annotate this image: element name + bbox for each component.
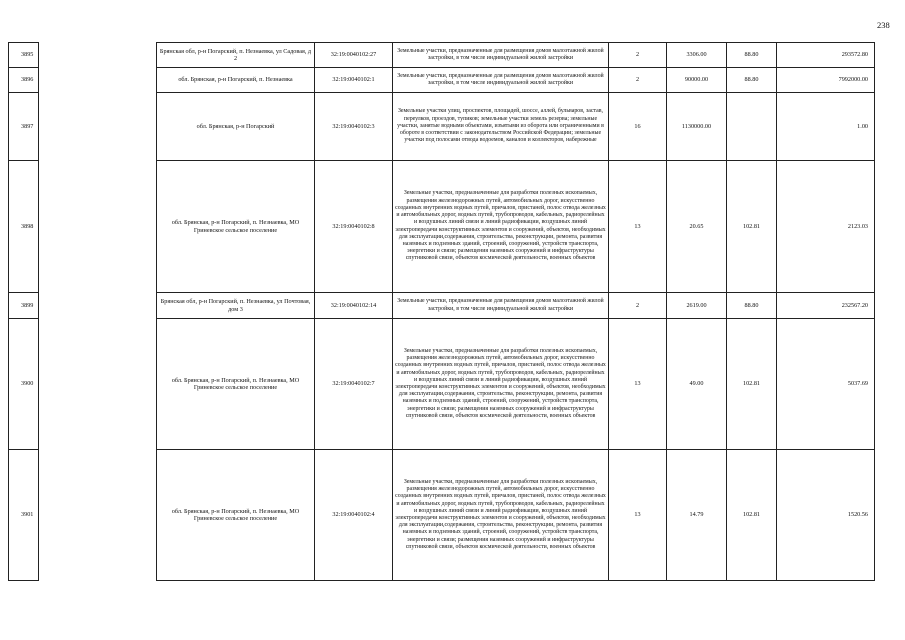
- address-cell: Брянская обл, р-н Погарский, п. Незнаевка, ул Садовая, д 2: [157, 43, 315, 68]
- cadastral-number-cell: 32:19:0040102:1: [315, 68, 393, 93]
- value-cell: 7992000.00: [777, 68, 875, 93]
- rate-cell: 102.81: [727, 161, 777, 293]
- group-cell: 13: [609, 319, 667, 450]
- page-number: 238: [877, 20, 890, 30]
- spacer-cell: [39, 93, 157, 161]
- land-use-cell: Земельные участки, предназначенные для размещения домов малоэтажной жилой застройки, в том числе индивидуальной жилой застройки: [393, 293, 609, 319]
- table-row: [9, 93, 875, 161]
- address-cell: Брянская обл, р-н Погарский, п. Незнаевка, ул Почтовая, дом 3: [157, 293, 315, 319]
- spacer-cell: [39, 293, 157, 319]
- table-row: [9, 68, 875, 93]
- cadastral-number-cell: 32:19:0040102:3: [315, 93, 393, 161]
- land-registry-table: [8, 42, 875, 581]
- area-cell: 14.79: [667, 450, 727, 581]
- spacer-cell: [39, 450, 157, 581]
- spacer-cell: [39, 161, 157, 293]
- rate-cell: 88.80: [727, 293, 777, 319]
- row-number: 3898: [9, 161, 39, 293]
- value-cell: 293572.80: [777, 43, 875, 68]
- spacer-cell: [39, 68, 157, 93]
- land-use-cell: Земельные участки, предназначенные для размещения домов малоэтажной жилой застройки, в том числе индивидуальной жилой застройки: [393, 68, 609, 93]
- land-use-cell: Земельные участки, предназначенные для разработки полезных ископаемых, размещения железнодорожных путей, автомобильных дорог, искусственно созданных внутренних водных путей, причалов, пристаней, полос отвода железных и автомобильных дорог, водных путей, трубопроводов, кабельных, радиорелейных и воздушных линий связи и линий радиофикации, воздушных линий электропередачи конструктивных элементов и сооружений, объектов, необходимых для эксплуатации,содержания, строительства, реконструкции, ремонта, развития наземных и подземных зданий, строений, сооружений, устройств транспорта, энергетики и связи; размещения наземных сооружений и инфраструктуры спутниковой связи, объектов космической деятельности, военных объектов: [393, 319, 609, 450]
- land-use-cell: Земельные участки, предназначенные для разработки полезных ископаемых, размещения железнодорожных путей, автомобильных дорог, искусственно созданных внутренних водных путей, причалов, пристаней, полос отвода железных и автомобильных дорог, водных путей, трубопроводов, кабельных, радиорелейных и воздушных линий связи и линий радиофикации, воздушных линий электропередачи конструктивных элементов и сооружений, объектов, необходимых для эксплуатации,содержания, строительства, реконструкции, ремонта, развития наземных и подземных зданий, строений, сооружений, устройств транспорта, энергетики и связи; размещения наземных сооружений и инфраструктуры спутниковой связи, объектов космической деятельности, военных объектов: [393, 161, 609, 293]
- group-cell: 2: [609, 293, 667, 319]
- address-cell: обл. Брянская, р-н Погарский, п. Незнаевка, МО Гриневское сельское поселение: [157, 319, 315, 450]
- area-cell: 1130000.00: [667, 93, 727, 161]
- area-cell: 90000.00: [667, 68, 727, 93]
- spacer-cell: [39, 319, 157, 450]
- group-cell: 13: [609, 161, 667, 293]
- area-cell: 20.65: [667, 161, 727, 293]
- row-number: 3895: [9, 43, 39, 68]
- address-cell: обл. Брянская, р-н Погарский, п. Незнаевка, МО Гриневское сельское поселение: [157, 161, 315, 293]
- group-cell: 2: [609, 68, 667, 93]
- address-cell: обл. Брянская, р-н Погарский: [157, 93, 315, 161]
- rate-cell: 88.80: [727, 68, 777, 93]
- rate-cell: [727, 93, 777, 161]
- rate-cell: 88.80: [727, 43, 777, 68]
- cadastral-number-cell: 32:19:0040102:14: [315, 293, 393, 319]
- row-number: 3900: [9, 319, 39, 450]
- area-cell: 2619.00: [667, 293, 727, 319]
- rate-cell: 102.81: [727, 319, 777, 450]
- group-cell: 2: [609, 43, 667, 68]
- rate-cell: 102.81: [727, 450, 777, 581]
- land-use-cell: Земельные участки, предназначенные для размещения домов малоэтажной жилой застройки, в том числе индивидуальной жилой застройки: [393, 43, 609, 68]
- row-number: 3896: [9, 68, 39, 93]
- table-row: [9, 450, 875, 581]
- table-row: [9, 319, 875, 450]
- value-cell: 232567.20: [777, 293, 875, 319]
- value-cell: 5037.69: [777, 319, 875, 450]
- value-cell: 1520.56: [777, 450, 875, 581]
- row-number: 3899: [9, 293, 39, 319]
- table-row: [9, 161, 875, 293]
- spacer-cell: [39, 43, 157, 68]
- value-cell: 1.00: [777, 93, 875, 161]
- group-cell: 16: [609, 93, 667, 161]
- table-row: [9, 293, 875, 319]
- land-use-cell: Земельные участки улиц, проспектов, площадей, шоссе, аллей, бульваров, застав, переулков, проездов, тупиков; земельные участки земель резерва; земельные участки, занятые водными объектами, изъятыми из оборота или ограниченными в обороте в соответствии с законодательством Российской Федерации; земельные участки под полосами отвода водоемов, каналов и коллекторов, набережные: [393, 93, 609, 161]
- address-cell: обл. Брянская, р-н Погарский, п. Незнаевка: [157, 68, 315, 93]
- cadastral-number-cell: 32:19:0040102:8: [315, 161, 393, 293]
- group-cell: 13: [609, 450, 667, 581]
- area-cell: 3306.00: [667, 43, 727, 68]
- address-cell: обл. Брянская, р-н Погарский, п. Незнаевка, МО Гриневское сельское поселение: [157, 450, 315, 581]
- area-cell: 49.00: [667, 319, 727, 450]
- row-number: 3901: [9, 450, 39, 581]
- cadastral-number-cell: 32:19:0040102:4: [315, 450, 393, 581]
- land-use-cell: Земельные участки, предназначенные для разработки полезных ископаемых, размещения железнодорожных путей, автомобильных дорог, искусственно созданных внутренних водных путей, причалов, пристаней, полос отвода железных и автомобильных дорог, водных путей, трубопроводов, кабельных, радиорелейных и воздушных линий связи и линий радиофикации, воздушных линий электропередачи конструктивных элементов и сооружений, объектов, необходимых для эксплуатации,содержания, строительства, реконструкции, ремонта, развития наземных и подземных зданий, строений, сооружений, устройств транспорта, энергетики и связи; размещения наземных сооружений и инфраструктуры спутниковой связи, объектов космической деятельности, военных объектов: [393, 450, 609, 581]
- cadastral-number-cell: 32:19:0040102:27: [315, 43, 393, 68]
- table-row: [9, 43, 875, 68]
- value-cell: 2123.03: [777, 161, 875, 293]
- row-number: 3897: [9, 93, 39, 161]
- cadastral-number-cell: 32:19:0040102:7: [315, 319, 393, 450]
